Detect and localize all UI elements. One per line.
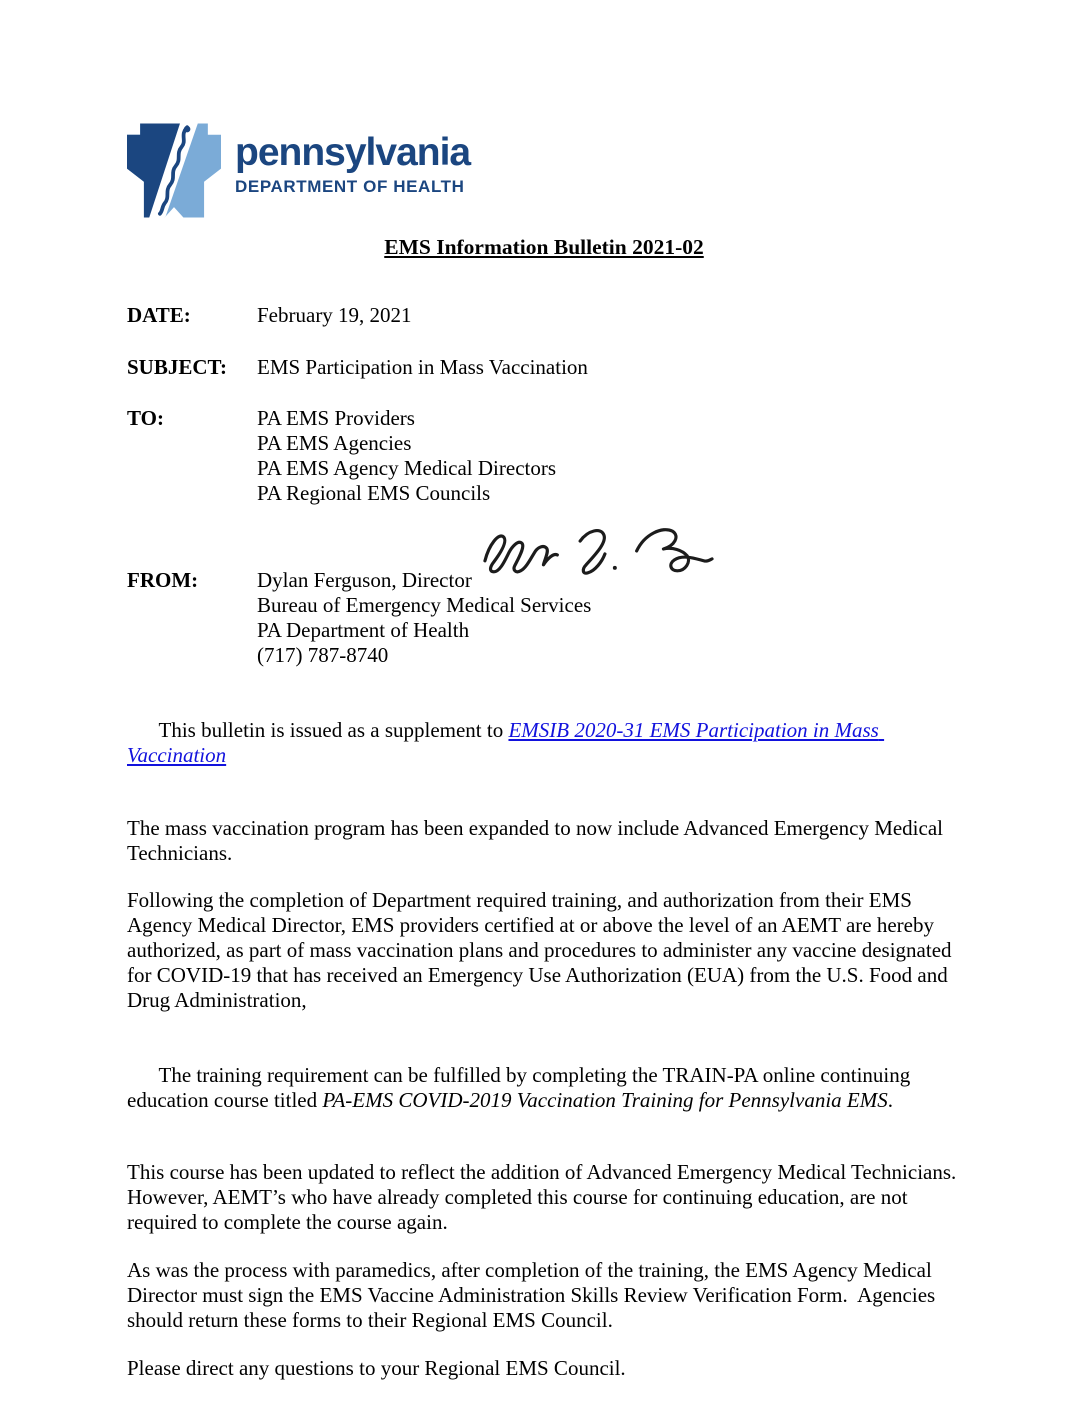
from-bureau: Bureau of Emergency Medical Services [257, 593, 592, 617]
paragraph-training [127, 1038, 961, 1138]
document-body [127, 123, 967, 1381]
bulletin-title: EMS Information Bulletin 2021-02 [384, 235, 704, 259]
date-value: February 19, 2021 [257, 303, 412, 327]
subject-value: EMS Participation in Mass Vaccination [257, 355, 588, 379]
from-label: FROM: [127, 568, 199, 592]
from-department: PA Department of Health [257, 618, 470, 642]
to-recipient-list [257, 406, 961, 506]
paragraph-questions: Please direct any questions to your Regional EMS Council. [127, 1356, 626, 1380]
logo-text-block [235, 123, 470, 197]
paragraph-expansion: The mass vaccination program has been expanded to now include Advanced Emergency Medical Technicians. [127, 816, 948, 865]
title-row [127, 235, 961, 262]
date-row [127, 303, 961, 328]
pa-keystone-caduceus-icon [127, 123, 221, 218]
to-recipient: PA EMS Providers [257, 406, 415, 430]
from-lines [257, 568, 961, 668]
handwritten-signature [477, 515, 715, 577]
paragraph-authorization: Following the completion of Department required training, and authorization from their EMS Agency Medical Director, EMS providers certified at or above the level of an AEMT are hereby authorized, as part of mass vaccination plans and procedures to administer any vaccine designated for COVID-19 that has received an Emergency Use Authorization (EUA) from the U.S. Food and Drug Administration, [127, 888, 957, 1012]
paragraph-text: The training requirement can be fulfilled by completing the TRAIN-PA online continuing education course titled [127, 1063, 916, 1112]
subject-row [127, 355, 961, 380]
subject-label: SUBJECT: [127, 355, 227, 379]
from-name: Dylan Ferguson, Director [257, 568, 472, 592]
logo-tagline: DEPARTMENT OF HEALTH [235, 176, 465, 196]
from-phone: (717) 787-8740 [257, 643, 389, 667]
paragraph-supplement [127, 693, 961, 793]
to-recipient: PA EMS Agency Medical Directors [257, 456, 557, 480]
date-label: DATE: [127, 303, 191, 327]
from-row [127, 568, 961, 668]
paragraph-text: This bulletin is issued as a supplement to [158, 718, 509, 742]
paragraph-skills-form: As was the process with paramedics, after completion of the training, the EMS Agency Medical Director must sign the EMS Vaccine Administration Skills Review Verification Form. Agencies should return these forms to their Regional EMS Council. [127, 1258, 941, 1332]
emsib-2020-31-link[interactable]: EMSIB 2020-31 EMS Participation in Mass Vaccination [127, 718, 885, 767]
to-label: TO: [127, 406, 164, 430]
logo-wordmark: pennsylvania [235, 131, 471, 174]
to-recipient: PA EMS Agencies [257, 431, 412, 455]
letterhead [127, 123, 961, 218]
paragraph-course-update: This course has been updated to reflect the addition of Advanced Emergency Medical Technicians. However, AEMT’s who have already completed this course for continuing education, are not required to complete the course again. [127, 1160, 967, 1234]
paragraph-text: . [887, 1088, 893, 1112]
to-row [127, 406, 961, 506]
to-recipient: PA Regional EMS Councils [257, 481, 491, 505]
course-title-text: PA-EMS COVID-2019 Vaccination Training for Pennsylvania EMS [322, 1088, 888, 1112]
